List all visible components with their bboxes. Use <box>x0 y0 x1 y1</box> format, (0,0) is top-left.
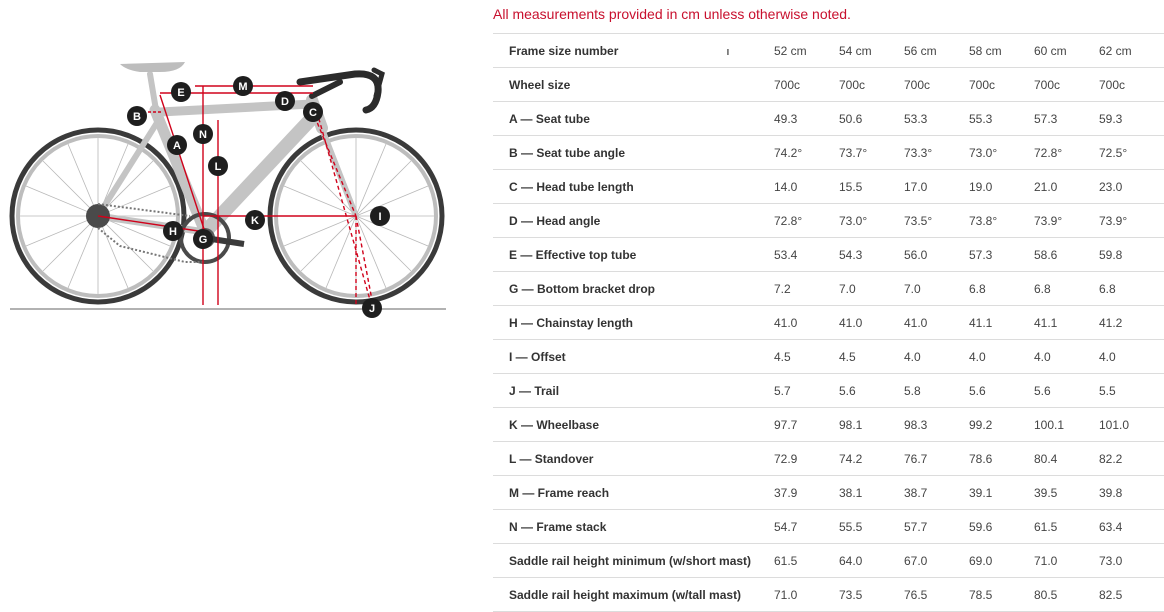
table-row <box>493 102 1164 136</box>
row-value: 21.0 <box>1034 170 1099 204</box>
row-value: 73.0 <box>1099 544 1164 578</box>
row-label: G — Bottom bracket drop <box>493 272 774 306</box>
row-value: 41.0 <box>774 306 839 340</box>
row-value: 55.5 <box>839 510 904 544</box>
table-row <box>493 68 1164 102</box>
row-value: 76.7 <box>904 442 969 476</box>
badge-g <box>193 229 213 249</box>
row-label: I — Offset <box>493 340 774 374</box>
size-col: 56 cm <box>904 34 969 68</box>
svg-text:G: G <box>198 234 208 246</box>
row-label: M — Frame reach <box>493 476 774 510</box>
badge-k <box>245 210 265 230</box>
badge-l <box>208 156 228 176</box>
table-row <box>493 476 1164 510</box>
row-value: 97.7 <box>774 408 839 442</box>
table-row <box>493 374 1164 408</box>
size-col: 62 cm <box>1099 34 1164 68</box>
size-col: 54 cm <box>839 34 904 68</box>
svg-text:D: D <box>281 96 289 108</box>
row-value: 14.0 <box>774 170 839 204</box>
row-value: 59.6 <box>969 510 1034 544</box>
table-row <box>493 170 1164 204</box>
badge-j <box>362 298 382 318</box>
table-row <box>493 544 1164 578</box>
row-value: 73.3° <box>904 136 969 170</box>
badge-h <box>163 221 183 241</box>
row-value: 100.1 <box>1034 408 1099 442</box>
row-value: 700c <box>774 68 839 102</box>
row-value: 7.0 <box>904 272 969 306</box>
bike-frame <box>98 74 356 232</box>
table-row <box>493 408 1164 442</box>
row-value: 41.0 <box>839 306 904 340</box>
row-value: 37.9 <box>774 476 839 510</box>
row-label: B — Seat tube angle <box>493 136 774 170</box>
row-label: Saddle rail height maximum (w/tall mast) <box>493 578 774 612</box>
table-row <box>493 340 1164 374</box>
row-value: 82.5 <box>1099 578 1164 612</box>
row-value: 98.1 <box>839 408 904 442</box>
svg-text:E: E <box>177 87 185 99</box>
row-value: 55.3 <box>969 102 1034 136</box>
table-header-row <box>493 34 1164 68</box>
row-value: 7.0 <box>839 272 904 306</box>
row-value: 23.0 <box>1099 170 1164 204</box>
saddle <box>120 62 185 72</box>
svg-text:M: M <box>238 81 248 93</box>
row-value: 71.0 <box>774 578 839 612</box>
size-col: 58 cm <box>969 34 1034 68</box>
row-value: 73.8° <box>969 204 1034 238</box>
badge-b <box>127 106 147 126</box>
svg-text:A: A <box>173 140 181 152</box>
row-value: 78.5 <box>969 578 1034 612</box>
row-label: D — Head angle <box>493 204 774 238</box>
row-value: 5.5 <box>1099 374 1164 408</box>
row-value: 41.0 <box>904 306 969 340</box>
table-row <box>493 136 1164 170</box>
svg-text:N: N <box>199 129 207 141</box>
row-value: 4.0 <box>1034 340 1099 374</box>
row-value: 73.7° <box>839 136 904 170</box>
svg-text:H: H <box>169 226 177 238</box>
row-label: K — Wheelbase <box>493 408 774 442</box>
row-value: 19.0 <box>969 170 1034 204</box>
row-value: 54.7 <box>774 510 839 544</box>
row-value: 700c <box>839 68 904 102</box>
row-value: 73.9° <box>1034 204 1099 238</box>
bike-geometry-diagram <box>0 40 460 340</box>
row-value: 41.1 <box>969 306 1034 340</box>
table-row <box>493 510 1164 544</box>
row-value: 82.2 <box>1099 442 1164 476</box>
table-row <box>493 306 1164 340</box>
row-value: 59.3 <box>1099 102 1164 136</box>
row-value: 69.0 <box>969 544 1034 578</box>
row-value: 80.5 <box>1034 578 1099 612</box>
row-value: 99.2 <box>969 408 1034 442</box>
row-value: 17.0 <box>904 170 969 204</box>
row-value: 6.8 <box>1099 272 1164 306</box>
row-value: 5.6 <box>839 374 904 408</box>
row-value: 50.6 <box>839 102 904 136</box>
row-value: 4.0 <box>969 340 1034 374</box>
table-row <box>493 272 1164 306</box>
row-value: 72.5° <box>1099 136 1164 170</box>
row-value: 39.1 <box>969 476 1034 510</box>
row-value: 101.0 <box>1099 408 1164 442</box>
row-label: Wheel size <box>493 68 774 102</box>
badge-c <box>303 102 323 122</box>
row-value: 4.0 <box>1099 340 1164 374</box>
row-value: 5.7 <box>774 374 839 408</box>
mark: ı <box>726 45 730 58</box>
frame-size-label: Frame size number ı <box>493 34 774 68</box>
svg-text:L: L <box>214 161 222 173</box>
row-value: 700c <box>1099 68 1164 102</box>
badge-d <box>275 91 295 111</box>
svg-text:K: K <box>251 215 259 227</box>
row-label: J — Trail <box>493 374 774 408</box>
row-value: 15.5 <box>839 170 904 204</box>
row-label: L — Standover <box>493 442 774 476</box>
row-value: 53.4 <box>774 238 839 272</box>
row-value: 38.7 <box>904 476 969 510</box>
row-value: 73.9° <box>1099 204 1164 238</box>
row-value: 54.3 <box>839 238 904 272</box>
svg-text:J: J <box>368 303 376 315</box>
badge-i <box>370 206 390 226</box>
row-value: 64.0 <box>839 544 904 578</box>
row-value: 72.8° <box>774 204 839 238</box>
row-value: 39.5 <box>1034 476 1099 510</box>
row-value: 4.0 <box>904 340 969 374</box>
row-label: E — Effective top tube <box>493 238 774 272</box>
row-value: 73.5 <box>839 578 904 612</box>
row-value: 57.3 <box>1034 102 1099 136</box>
table-row <box>493 204 1164 238</box>
row-value: 73.0° <box>969 136 1034 170</box>
row-value: 7.2 <box>774 272 839 306</box>
row-value: 78.6 <box>969 442 1034 476</box>
row-value: 41.1 <box>1034 306 1099 340</box>
row-value: 61.5 <box>1034 510 1099 544</box>
badge-m <box>233 76 253 96</box>
size-col: 52 cm <box>774 34 839 68</box>
row-value: 73.0° <box>839 204 904 238</box>
row-value: 57.7 <box>904 510 969 544</box>
row-label: H — Chainstay length <box>493 306 774 340</box>
badge-a <box>167 135 187 155</box>
row-value: 57.3 <box>969 238 1034 272</box>
row-label: A — Seat tube <box>493 102 774 136</box>
row-value: 72.9 <box>774 442 839 476</box>
row-value: 98.3 <box>904 408 969 442</box>
row-value: 6.8 <box>1034 272 1099 306</box>
row-label: N — Frame stack <box>493 510 774 544</box>
row-value: 39.8 <box>1099 476 1164 510</box>
row-value: 72.8° <box>1034 136 1099 170</box>
svg-text:C: C <box>309 107 317 119</box>
row-value: 61.5 <box>774 544 839 578</box>
row-value: 41.2 <box>1099 306 1164 340</box>
row-label: Saddle rail height minimum (w/short mast) <box>493 544 774 578</box>
row-value: 58.6 <box>1034 238 1099 272</box>
row-value: 53.3 <box>904 102 969 136</box>
geometry-table-body <box>493 34 1164 612</box>
badge-e <box>171 82 191 102</box>
size-col: 60 cm <box>1034 34 1099 68</box>
table-row <box>493 238 1164 272</box>
table-row <box>493 442 1164 476</box>
row-value: 6.8 <box>969 272 1034 306</box>
row-value: 700c <box>904 68 969 102</box>
row-value: 63.4 <box>1099 510 1164 544</box>
row-value: 700c <box>969 68 1034 102</box>
row-value: 74.2 <box>839 442 904 476</box>
row-value: 4.5 <box>774 340 839 374</box>
measurement-notice: All measurements provided in cm unless otherwise noted. <box>493 6 851 22</box>
row-value: 38.1 <box>839 476 904 510</box>
svg-text:I: I <box>378 211 382 223</box>
row-value: 700c <box>1034 68 1099 102</box>
geometry-table <box>493 33 1164 612</box>
row-value: 73.5° <box>904 204 969 238</box>
table-row <box>493 578 1164 612</box>
row-value: 76.5 <box>904 578 969 612</box>
badge-n <box>193 124 213 144</box>
row-value: 5.8 <box>904 374 969 408</box>
row-value: 5.6 <box>1034 374 1099 408</box>
row-value: 74.2° <box>774 136 839 170</box>
row-value: 67.0 <box>904 544 969 578</box>
row-label: C — Head tube length <box>493 170 774 204</box>
row-value: 49.3 <box>774 102 839 136</box>
row-value: 80.4 <box>1034 442 1099 476</box>
row-value: 5.6 <box>969 374 1034 408</box>
row-value: 56.0 <box>904 238 969 272</box>
row-value: 59.8 <box>1099 238 1164 272</box>
row-value: 4.5 <box>839 340 904 374</box>
svg-text:B: B <box>133 111 141 123</box>
row-value: 71.0 <box>1034 544 1099 578</box>
